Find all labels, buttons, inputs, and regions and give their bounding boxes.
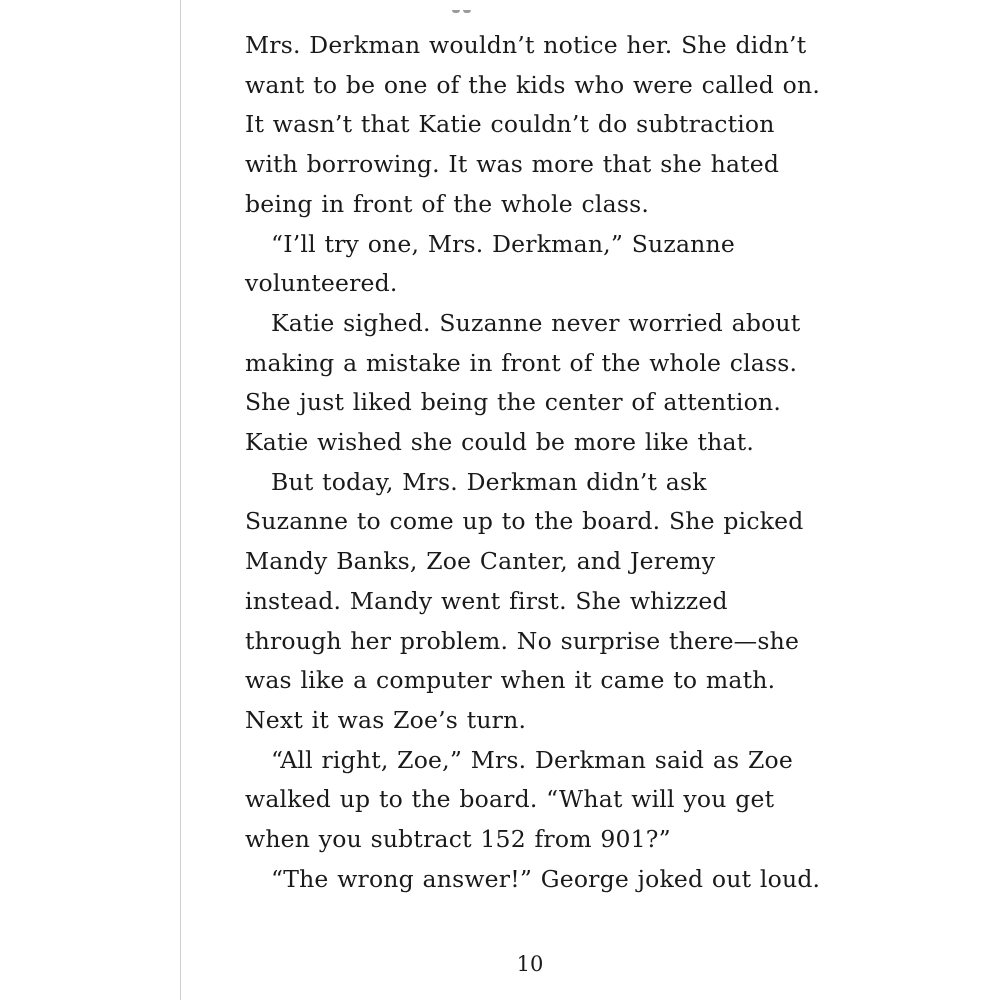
text-line: when you subtract 152 from 901?”: [245, 825, 671, 854]
text-line: Mrs. Derkman wouldn’t notice her. She didn’t: [245, 31, 807, 59]
text-line: Suzanne to come up to the board. She picked: [245, 507, 804, 536]
text-line: Katie sighed. Suzanne never worried about: [245, 308, 801, 337]
text-line: being in front of the whole class.: [245, 189, 650, 218]
text-line: walked up to the board. “What will you get: [245, 785, 775, 814]
text-line: volunteered.: [245, 269, 398, 298]
text-line: instead. Mandy went first. She whizzed: [245, 586, 728, 615]
text-line: with borrowing. It was more that she hated: [245, 150, 780, 179]
text-line: through her problem. No surprise there—she: [245, 626, 800, 655]
text-line: “All right, Zoe,” Mrs. Derkman said as Zoe: [245, 745, 793, 774]
text-line: Katie wished she could be more like that.: [245, 428, 755, 457]
page-body-text: [245, 26, 821, 899]
text-line: Mandy Banks, Zoe Canter, and Jeremy: [245, 547, 716, 576]
top-ornament: [452, 0, 478, 3]
text-line: It wasn’t that Katie couldn’t do subtraction: [245, 110, 775, 139]
text-line: But today, Mrs. Derkman didn’t ask: [245, 467, 707, 496]
page-number: 10: [516, 952, 544, 976]
text-line: was like a computer when it came to math.: [245, 666, 776, 695]
text-line: “The wrong answer!” George joked out loud.: [245, 864, 821, 893]
text-line: “I’ll try one, Mrs. Derkman,” Suzanne: [245, 229, 735, 258]
page-gutter-line: [180, 0, 181, 1000]
text-line: She just liked being the center of attention.: [245, 388, 781, 417]
text-line: want to be one of the kids who were called on.: [245, 70, 820, 99]
text-line: Next it was Zoe’s turn.: [245, 705, 527, 734]
text-line: making a mistake in front of the whole class.: [245, 348, 798, 377]
